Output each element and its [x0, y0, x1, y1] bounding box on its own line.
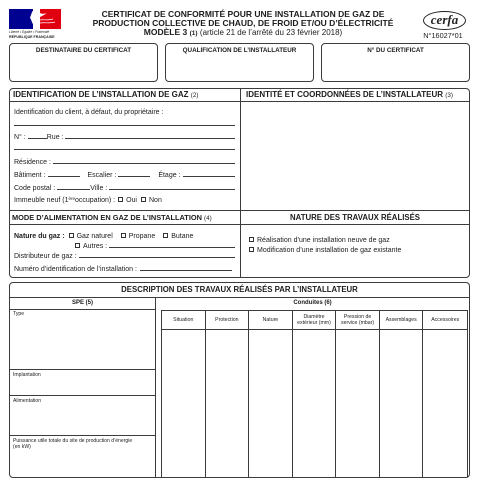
no-label: Non — [149, 197, 162, 204]
qualification-label: QUALIFICATION DE L’INSTALLATEUR — [182, 47, 297, 54]
title-note: (1) — [189, 30, 198, 37]
installer-title-text: IDENTITÉ ET COORDONNÉES DE L’INSTALLATEUR — [246, 90, 444, 99]
identification-title — [13, 89, 238, 102]
other-gas-row — [75, 241, 235, 251]
pipes-col-label: Protection — [215, 317, 239, 323]
checkbox-butane[interactable] — [163, 233, 168, 238]
building-label: Bâtiment : — [14, 172, 46, 179]
cerfa-logo-text: cerfa — [430, 12, 459, 27]
title-article: (article 21 de l’arrêté du 23 février 2018) — [199, 28, 343, 37]
marianne-icon — [9, 9, 61, 29]
certificate-number-box[interactable] — [321, 43, 470, 82]
pipes-label: Conduites (6) — [293, 300, 332, 306]
spe-location-label: Implantation — [13, 372, 41, 378]
works-new-row — [249, 236, 464, 246]
pipes-cell-pressure[interactable] — [336, 330, 380, 477]
client-field-line-1[interactable] — [14, 125, 235, 126]
new-installation-label: Réalisation d’une installation neuve de gaz — [257, 237, 390, 244]
pipes-col-diameter — [293, 311, 337, 330]
cerfa-logo — [423, 11, 466, 30]
title-line-2: PRODUCTION COLLECTIVE DE CHAUD, DE FROID ET/OU D’ÉLECTRICITÉ — [92, 18, 394, 28]
spe-type-label: Type — [13, 311, 25, 317]
checkbox-no[interactable] — [141, 197, 146, 202]
pipes-cell-accessories[interactable] — [423, 330, 467, 477]
street-field[interactable] — [65, 132, 235, 139]
pipes-cell-nature[interactable] — [249, 330, 293, 477]
pipes-cell-diameter[interactable] — [293, 330, 337, 477]
natural-gas-label: Gaz naturel — [76, 233, 113, 240]
identification-note: (2) — [190, 92, 199, 99]
street-label: Rue : — [46, 134, 64, 141]
logo-name: RÉPUBLIQUE FRANÇAISE — [9, 35, 55, 39]
building-row — [14, 170, 235, 180]
pipes-cell-situation[interactable] — [162, 330, 206, 477]
modification-label: Modification d’une installation de gaz existante — [257, 247, 402, 254]
checkbox-natural-gas[interactable] — [69, 233, 74, 238]
works-nature-title: NATURE DES TRAVAUX RÉALISÉS — [290, 213, 420, 222]
title-line-1: CERTIFICAT DE CONFORMITÉ POUR UNE INSTALLATION DE GAZ DE — [101, 9, 385, 19]
pipes-col-label: Pression de — [343, 314, 372, 320]
distributor-label: Distributeur de gaz : — [14, 253, 77, 260]
new-building-label: Immeuble neuf (1 — [14, 197, 69, 204]
other-gas-label: Autres : — [83, 243, 108, 250]
propane-label: Propane — [128, 233, 156, 240]
checkbox-other-gas[interactable] — [75, 243, 80, 248]
yes-label: Oui — [126, 197, 137, 204]
pipes-col-label: Assemblages — [385, 317, 417, 323]
pipes-col-protection — [206, 311, 250, 330]
distributor-row — [14, 251, 235, 261]
number-label: N° : — [14, 134, 26, 141]
gas-supply-title — [12, 211, 239, 225]
postcode-field[interactable] — [57, 183, 90, 190]
residence-field[interactable] — [53, 157, 235, 164]
cerfa-number: N°16027*01 — [423, 31, 463, 40]
pipes-col-label: service (mbar) — [340, 320, 375, 326]
postcode-row — [14, 183, 235, 193]
pipes-col-label: extérieur (mm) — [297, 320, 331, 326]
pipes-col-assemblies — [380, 311, 424, 330]
pipes-cell-protection[interactable] — [206, 330, 250, 477]
spe-power-label: Puissance utile totale du site de production d’énergie — [13, 438, 133, 444]
client-field-line-2[interactable] — [14, 149, 235, 150]
works-modification-row — [249, 246, 464, 256]
description-title: DESCRIPTION DES TRAVAUX RÉALISÉS PAR L’INSTALLATEUR — [121, 285, 358, 294]
logo-motto: Liberté • Égalité • Fraternité — [9, 30, 50, 34]
installation-id-label: Numéro d’identification de l’installation : — [14, 266, 137, 273]
title-line-3 — [66, 28, 420, 38]
client-label — [14, 108, 235, 118]
checkbox-yes[interactable] — [118, 197, 123, 202]
postcode-label: Code postal : — [14, 185, 56, 192]
staircase-field[interactable] — [118, 170, 150, 177]
residence-label: Résidence : — [14, 159, 51, 166]
installation-id-field[interactable] — [140, 264, 232, 271]
new-building-suffix: occupation) : — [75, 197, 116, 204]
client-label-text: Identification du client, à défaut, du propriétaire : — [14, 109, 164, 116]
spe-column — [10, 298, 156, 477]
gas-supply-note: (4) — [204, 215, 212, 222]
number-field[interactable] — [28, 132, 47, 139]
floor-label: Étage : — [158, 172, 181, 179]
staircase-label: Escalier : — [87, 172, 117, 179]
pipes-table — [161, 310, 468, 477]
gas-type-label: Nature du gaz : — [14, 233, 65, 240]
residence-row — [14, 157, 235, 167]
installer-title — [246, 89, 468, 102]
identification-section — [9, 88, 470, 211]
form-title — [66, 10, 420, 38]
pipes-col-label: Accessoires — [431, 317, 460, 323]
spe-type-cell[interactable] — [10, 310, 155, 369]
checkbox-modification[interactable] — [249, 247, 254, 252]
description-section — [9, 282, 470, 478]
gas-supply-section — [9, 210, 470, 278]
installation-id-row — [14, 264, 232, 274]
spe-label: SPE (5) — [10, 298, 155, 310]
qualification-box[interactable] — [165, 43, 314, 82]
checkbox-new-installation[interactable] — [249, 237, 254, 242]
recipient-label: DESTINATAIRE DU CERTIFICAT — [35, 47, 132, 54]
installer-note: (3) — [445, 92, 453, 99]
city-label: Ville : — [90, 185, 108, 192]
checkbox-propane[interactable] — [121, 233, 126, 238]
pipes-col-label: Diamètre — [303, 314, 325, 320]
butane-label: Butane — [171, 233, 194, 240]
address-row — [14, 132, 235, 142]
pipes-col-label: Nature — [262, 317, 279, 323]
new-building-row — [14, 196, 235, 206]
pipes-col-pressure — [336, 311, 380, 330]
pipes-col-label: Situation — [173, 317, 194, 323]
recipient-box[interactable] — [9, 43, 158, 82]
title-model: MODÈLE 3 — [143, 27, 188, 37]
new-building-sup: ère — [68, 195, 75, 201]
city-field[interactable] — [109, 183, 235, 190]
pipes-col-situation — [162, 311, 206, 330]
floor-field[interactable] — [183, 170, 236, 177]
building-field[interactable] — [48, 170, 80, 177]
pipes-col-accessories — [423, 311, 467, 330]
other-gas-field[interactable] — [109, 241, 235, 248]
spe-supply-label: Alimentation — [13, 398, 42, 404]
certificate-number-label: N° DU CERTIFICAT — [367, 47, 424, 54]
installer-details-area[interactable] — [241, 102, 469, 210]
gas-supply-title-text: MODE D’ALIMENTATION EN GAZ DE L’INSTALLATION — [12, 213, 202, 222]
republique-francaise-logo — [9, 9, 61, 41]
distributor-field[interactable] — [79, 251, 235, 258]
pipes-col-nature — [249, 311, 293, 330]
pipes-cell-assemblies[interactable] — [380, 330, 424, 477]
identification-title-text: IDENTIFICATION DE L’INSTALLATION DE GAZ — [13, 90, 189, 99]
spe-power-unit: (en kW) — [13, 444, 31, 450]
